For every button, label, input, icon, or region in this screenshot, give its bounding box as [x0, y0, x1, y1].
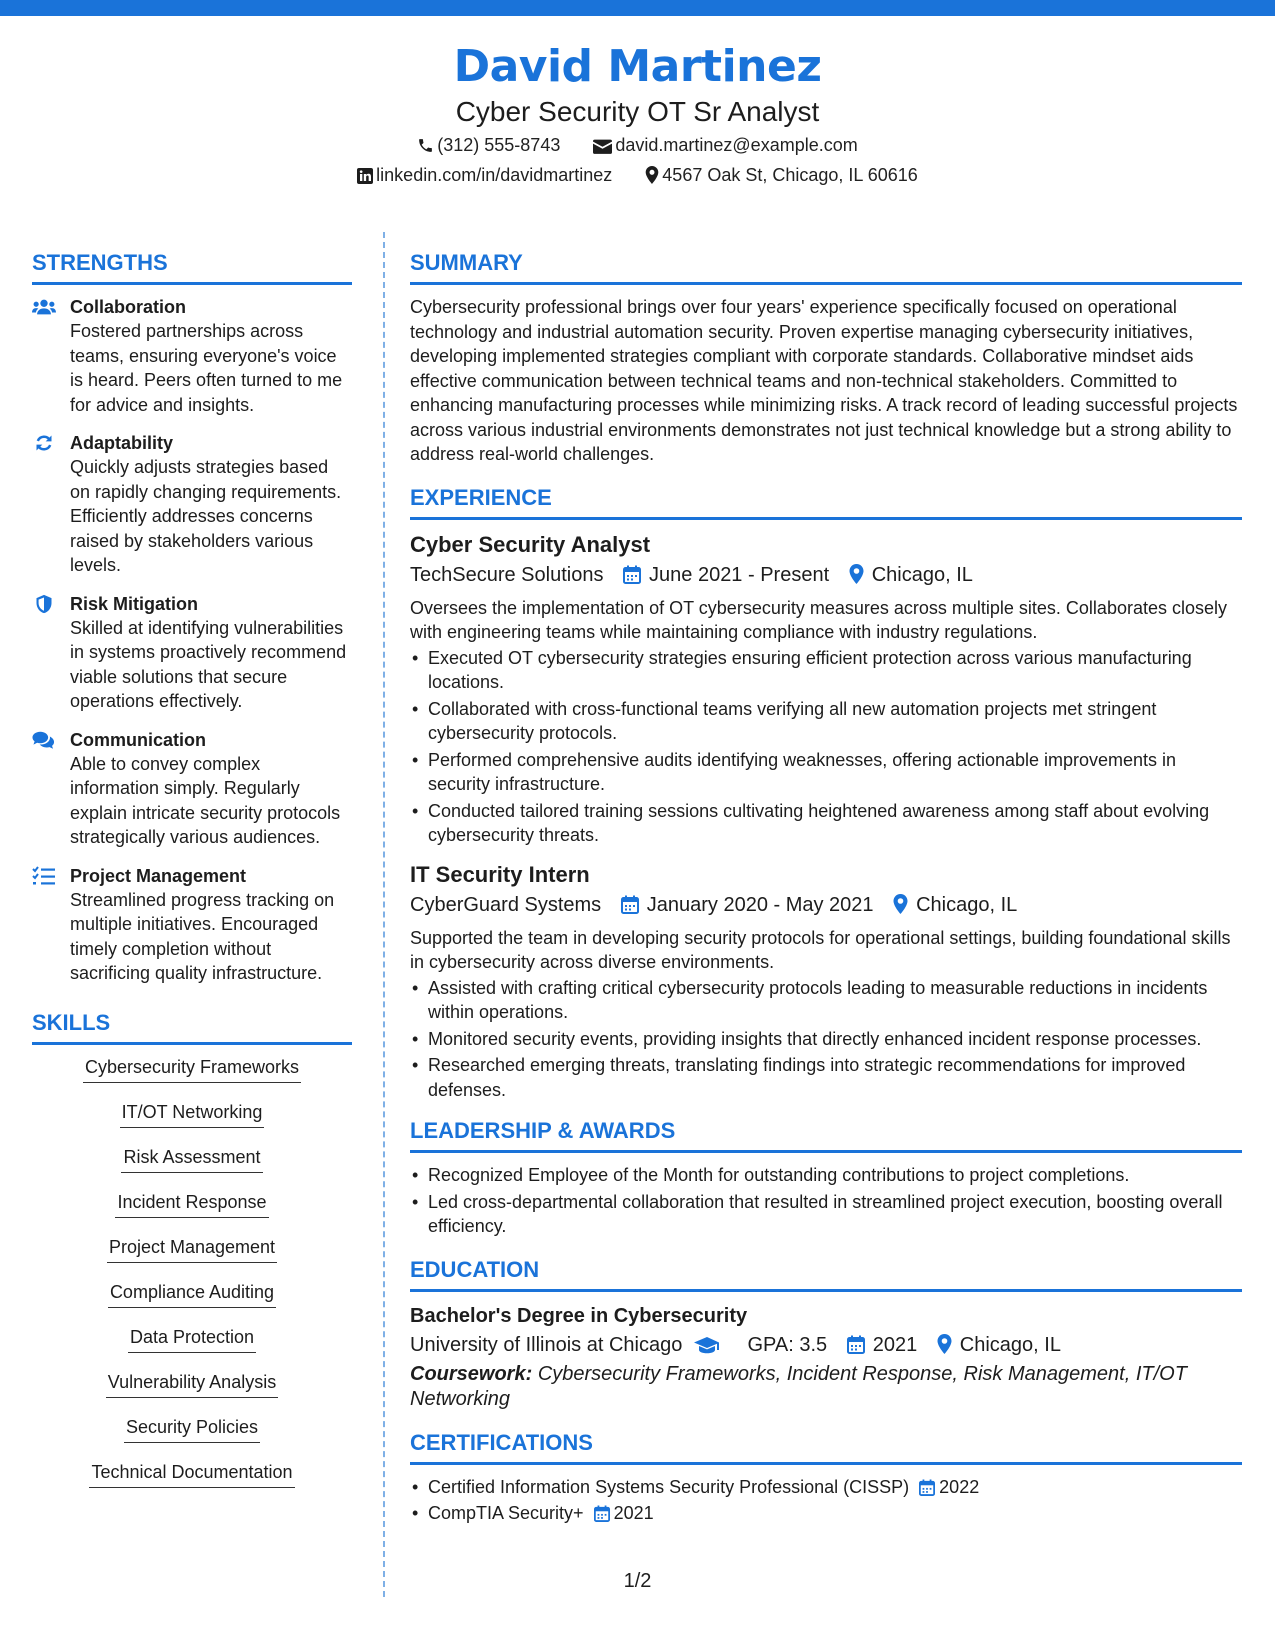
- certifications-list: [410, 1475, 1242, 1526]
- shield-icon: [32, 594, 56, 614]
- skills-list: [32, 1055, 352, 1505]
- strength-desc: Quickly adjusts strategies based on rapidly changing requirements. Efficiently addresses concerns raised by stakeholders various levels.: [70, 457, 342, 575]
- job-location-text: Chicago, IL: [871, 563, 973, 586]
- phone-item[interactable]: [417, 130, 560, 160]
- job-bullet: • Researched emerging threats, translating findings into strategic recommendations for improved defenses.: [428, 1053, 1242, 1102]
- education-year-text: 2021: [872, 1333, 918, 1356]
- certification-name: CompTIA Security+: [428, 1503, 584, 1523]
- certification-year: [909, 1477, 979, 1497]
- education-location: [937, 1330, 1061, 1360]
- map-pin-icon: [645, 166, 659, 184]
- graduation-cap-icon: [694, 1336, 720, 1354]
- page-number: 1/2: [623, 1570, 652, 1592]
- skill-tag: Vulnerability Analysis: [106, 1370, 278, 1398]
- certifications-rule: [410, 1462, 1242, 1465]
- strength-item: [32, 864, 352, 986]
- candidate-name: David Martinez: [453, 41, 822, 92]
- calendar-icon: [621, 895, 639, 914]
- strength-desc: Able to convey complex information simply. Regularly explain intricate security protocols strategically various audiences.: [70, 753, 341, 847]
- calendar-icon: [919, 1479, 935, 1496]
- column-divider: [383, 232, 385, 1597]
- certification-name: Certified Information Systems Security Professional (CISSP): [428, 1476, 910, 1497]
- leadership-list: [410, 1163, 1242, 1239]
- summary-section: [410, 248, 1242, 467]
- map-pin-icon: [937, 1334, 952, 1354]
- envelope-icon: [593, 138, 612, 154]
- strength-desc: Streamlined progress tracking on multiple initiatives. Encouraged timely completion without sacrificing quality infrastructure.: [70, 889, 335, 983]
- certification-year: [584, 1503, 654, 1523]
- strength-title: Project Management: [70, 865, 247, 886]
- users-icon: [32, 297, 56, 317]
- job-dates-text: June 2021 - Present: [649, 563, 830, 586]
- education-year: [847, 1330, 918, 1360]
- job-dates: [623, 560, 829, 590]
- candidate-title: Cyber Security OT Sr Analyst: [455, 96, 820, 127]
- school-name: [410, 1330, 728, 1360]
- job-bullet: • Collaborated with cross-functional teams verifying all new automation projects met stringent cybersecurity protocols.: [428, 697, 1242, 746]
- skill-tag: Risk Assessment: [121, 1145, 262, 1173]
- summary-rule: [410, 282, 1242, 285]
- summary-text: Cybersecurity professional brings over four years' experience specifically focused on operational technology and industrial automation security. Proven expertise managing cybersecurity initiatives, developing implemented strategies compliant with corporate standards. Collaborative mindset aids effective communication between technical teams and non-technical stakeholders. Committed to enhancing manufacturing processes while minimizing risks. A track record of leading successful projects across various industrial environments demonstrates not just technical knowledge but a strong ability to address real-world challenges.: [410, 297, 1238, 464]
- certification-item: [428, 1501, 1242, 1526]
- leadership-heading: LEADERSHIP & AWARDS: [410, 1118, 676, 1143]
- education-heading: EDUCATION: [410, 1256, 540, 1282]
- skill-tag: Technical Documentation: [89, 1460, 294, 1488]
- skill-tag: IT/OT Networking: [120, 1100, 265, 1128]
- strength-title: Adaptability: [70, 433, 174, 453]
- job-bullet: • Monitored security events, providing insights that directly enhanced incident response processes.: [428, 1027, 1242, 1052]
- job-location-text: Chicago, IL: [916, 893, 1018, 916]
- leadership-rule: [410, 1150, 1242, 1153]
- skill-tag: Incident Response: [115, 1190, 268, 1218]
- address-item: [645, 160, 918, 190]
- strength-item: [32, 295, 352, 417]
- job-title: Cyber Security Analyst: [410, 531, 651, 557]
- left-column: [32, 248, 352, 1505]
- skill-tag: Security Policies: [124, 1415, 260, 1443]
- sync-icon: [32, 433, 56, 453]
- email-item[interactable]: [593, 130, 857, 160]
- map-pin-icon: [849, 564, 864, 584]
- company-name: TechSecure Solutions: [410, 563, 604, 586]
- strength-title: Risk Mitigation: [70, 593, 199, 614]
- phone-icon: [417, 137, 434, 154]
- strengths-rule: [32, 282, 352, 285]
- education-location-text: Chicago, IL: [959, 1333, 1061, 1356]
- job-bullet: • Conducted tailored training sessions cultivating heightened awareness among staff about evolving cybersecurity threats.: [428, 799, 1242, 848]
- education-rule: [410, 1289, 1242, 1292]
- contact-row-2: [0, 160, 1275, 190]
- job-location: [849, 560, 973, 590]
- linkedin-text: linkedin.com/in/davidmartinez: [376, 165, 613, 185]
- strength-title: Collaboration: [70, 297, 186, 317]
- experience-section: [410, 483, 1242, 1103]
- award-item: • Led cross-departmental collaboration that resulted in streamlined project execution, boosting overall efficiency.: [428, 1190, 1242, 1239]
- job-bullets: [410, 976, 1242, 1103]
- education-meta: [410, 1330, 1242, 1360]
- strengths-section: [32, 248, 352, 986]
- skill-tag: Project Management: [107, 1235, 277, 1263]
- strength-item: [32, 431, 352, 578]
- certification-year-text: 2021: [613, 1503, 654, 1523]
- coursework: [410, 1362, 1242, 1412]
- gpa: GPA: 3.5: [747, 1333, 828, 1356]
- skills-rule: [32, 1042, 352, 1045]
- calendar-icon: [623, 565, 641, 584]
- education-section: [410, 1255, 1242, 1412]
- school-name-text: University of Illinois at Chicago: [410, 1333, 683, 1356]
- skills-section: [32, 1008, 352, 1505]
- job-dates-text: January 2020 - May 2021: [646, 893, 874, 916]
- skills-heading: SKILLS: [32, 1009, 111, 1035]
- coursework-text: Cybersecurity Frameworks, Incident Response, Risk Management, IT/OT Networking: [410, 1362, 1187, 1410]
- job-entry: [410, 530, 1242, 848]
- job-bullets: [410, 646, 1242, 848]
- resume-header: [0, 40, 1275, 190]
- company-name: CyberGuard Systems: [410, 893, 602, 916]
- award-item: • Recognized Employee of the Month for outstanding contributions to project completions.: [428, 1163, 1242, 1188]
- address-text: 4567 Oak St, Chicago, IL 60616: [662, 165, 918, 185]
- strength-desc: Fostered partnerships across teams, ensuring everyone's voice is heard. Peers often turned to me for advice and insights.: [70, 321, 343, 415]
- experience-heading: EXPERIENCE: [410, 484, 552, 510]
- job-title: IT Security Intern: [410, 861, 590, 887]
- strength-item: [32, 592, 352, 714]
- email-text: david.martinez@example.com: [615, 135, 858, 155]
- skill-tag: Data Protection: [128, 1325, 256, 1353]
- strength-item: [32, 728, 352, 850]
- strength-title: Communication: [70, 729, 207, 750]
- top-accent-bar: [0, 0, 1275, 16]
- coursework-label: Coursework:: [410, 1362, 533, 1385]
- job-location: [893, 890, 1017, 920]
- job-description: Supported the team in developing security protocols for operational settings, building foundational skills in cybersecurity across diverse environments.: [410, 927, 1231, 972]
- summary-heading: SUMMARY: [410, 250, 523, 275]
- task-list-icon: [32, 866, 56, 886]
- job-entry: [410, 860, 1242, 1103]
- calendar-icon: [847, 1335, 865, 1354]
- degree-name: Bachelor's Degree in Cybersecurity: [410, 1304, 748, 1327]
- strengths-heading: STRENGTHS: [32, 250, 168, 275]
- job-meta: [410, 560, 1242, 590]
- job-bullet: • Executed OT cybersecurity strategies ensuring efficient protection across various manufacturing locations.: [428, 646, 1242, 695]
- job-meta: [410, 890, 1242, 920]
- linkedin-icon: [357, 168, 373, 184]
- experience-rule: [410, 517, 1242, 520]
- skill-tag: Cybersecurity Frameworks: [83, 1055, 301, 1083]
- certifications-section: [410, 1428, 1242, 1526]
- leadership-section: [410, 1116, 1242, 1239]
- certification-year-text: 2022: [939, 1476, 980, 1497]
- skill-tag: Compliance Auditing: [108, 1280, 276, 1308]
- job-bullet: • Assisted with crafting critical cybersecurity protocols leading to measurable reductions in incidents within operations.: [428, 976, 1242, 1025]
- contact-row-1: [0, 130, 1275, 160]
- map-pin-icon: [893, 894, 908, 914]
- linkedin-item[interactable]: [357, 160, 612, 190]
- job-bullet: • Performed comprehensive audits identifying weaknesses, offering actionable improvements in security infrastructure.: [428, 748, 1242, 797]
- job-description: Oversees the implementation of OT cybersecurity measures across multiple sites. Collaborates closely with engineering teams while maintaining compliance with industry regulations.: [410, 597, 1227, 642]
- comments-icon: [32, 730, 56, 750]
- certifications-heading: CERTIFICATIONS: [410, 1429, 593, 1455]
- right-column: [410, 248, 1242, 1528]
- strength-desc: Skilled at identifying vulnerabilities in systems proactively recommend viable solutions that secure operations effectively.: [70, 617, 347, 711]
- phone-text: (312) 555-8743: [437, 135, 561, 155]
- calendar-icon: [594, 1505, 610, 1522]
- job-dates: [621, 890, 874, 920]
- certification-item: [428, 1475, 1242, 1500]
